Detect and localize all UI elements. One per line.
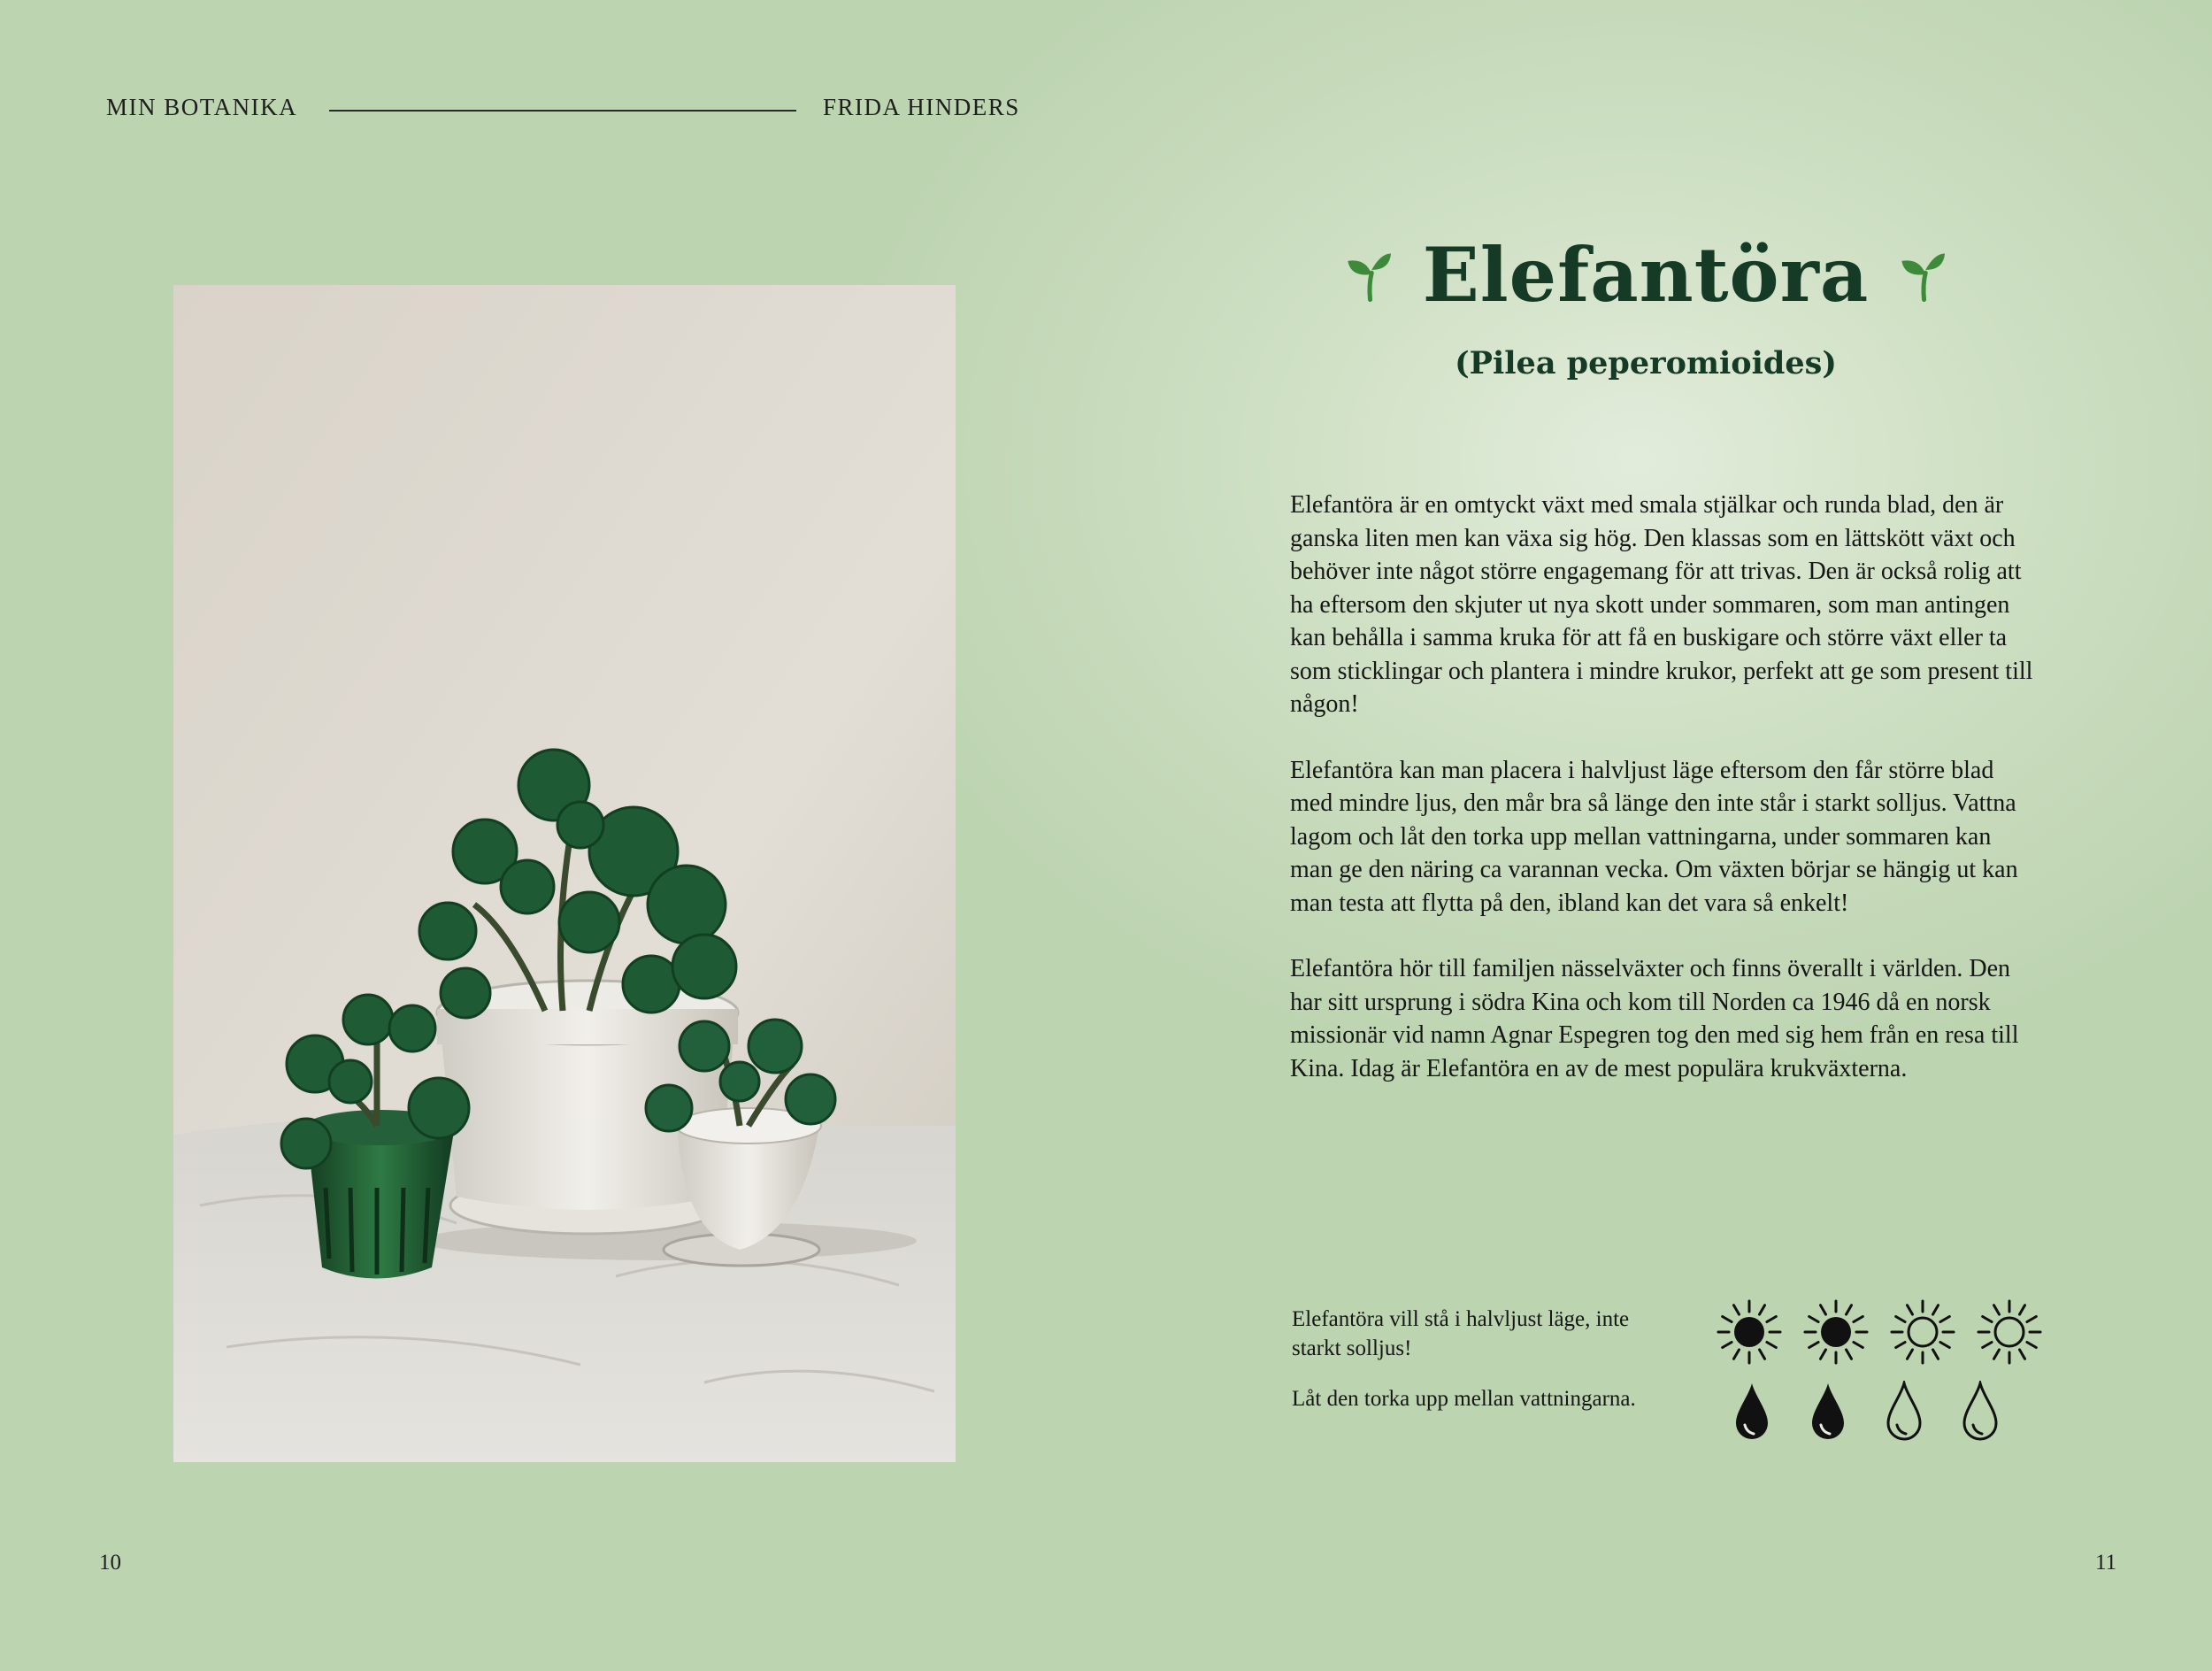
light-requirement-text: Elefantöra vill stå i halvljust läge, inte starkt solljus! [1292,1307,1630,1360]
page-number-right: 11 [2095,1551,2117,1575]
water-drop-filled-icon [1807,1381,1849,1443]
sun-outline-icon [1888,1298,1957,1367]
header-divider [329,110,796,112]
plant-photo [173,285,956,1462]
water-drop-outline-icon [1959,1381,2001,1443]
sun-filled-icon [1715,1298,1784,1367]
sprout-icon [1899,243,1947,306]
water-rating [1731,1381,2001,1443]
water-drop-filled-icon [1731,1381,1773,1443]
potted-pilea-plants-photo [173,285,956,1462]
paragraph-history: Elefantöra hör till familjen nässelväxter och finns överallt i världen. Den har sitt ursprung i södra Kina och kom till Norden ca 1946 då en norsk missionär vid namn Agnar Espegren tog den med sig hem från en resa till Kina. Idag är Elefantöra en av de mest populära krukväxterna. [1290,955,2019,1082]
author-name: FRIDA HINDERS [823,94,1020,120]
water-requirement-text: Låt den torka upp mellan vattningarna. [1292,1387,1636,1411]
plant-title-row [1345,221,1947,327]
light-rating [1715,1298,2044,1367]
latin-name: (Pilea peperomioides) [1455,345,1837,381]
paragraph-care: Elefantöra kan man placera i halvljust läge eftersom den får större blad med mindre ljus, den mår bra så länge den inte står i starkt solljus. Vattna lagom och låt den torka upp mellan vattningarna, under sommaren kan man ge den näring ca varannan vecka. Om växten börjar se hängig ut kan man testa att flytta på den, ibland kan det vara så enkelt! [1290,756,2018,917]
book-title: MIN BOTANIKA [106,94,298,120]
plant-title: Elefantöra [1422,230,1870,319]
water-drop-outline-icon [1883,1381,1925,1443]
description [1290,489,2033,1118]
page-number-left: 10 [99,1551,121,1575]
sprout-icon [1345,243,1393,306]
sun-outline-icon [1975,1298,2044,1367]
paragraph-intro: Elefantöra är en omtyckt växt med smala stjälkar och runda blad, den är ganska liten men kan växa sig hög. Den klassas som en lättskött växt och behöver inte något större engagemang för att trivas. Den är också rolig att ha eftersom den skjuter ut nya skott under sommaren, som man antingen kan behålla i samma kruka för att få en buskigare och större växt eller ta som sticklingar och plantera i mindre krukor, perfekt att ge som present till någon! [1290,491,2033,718]
sun-filled-icon [1801,1298,1870,1367]
